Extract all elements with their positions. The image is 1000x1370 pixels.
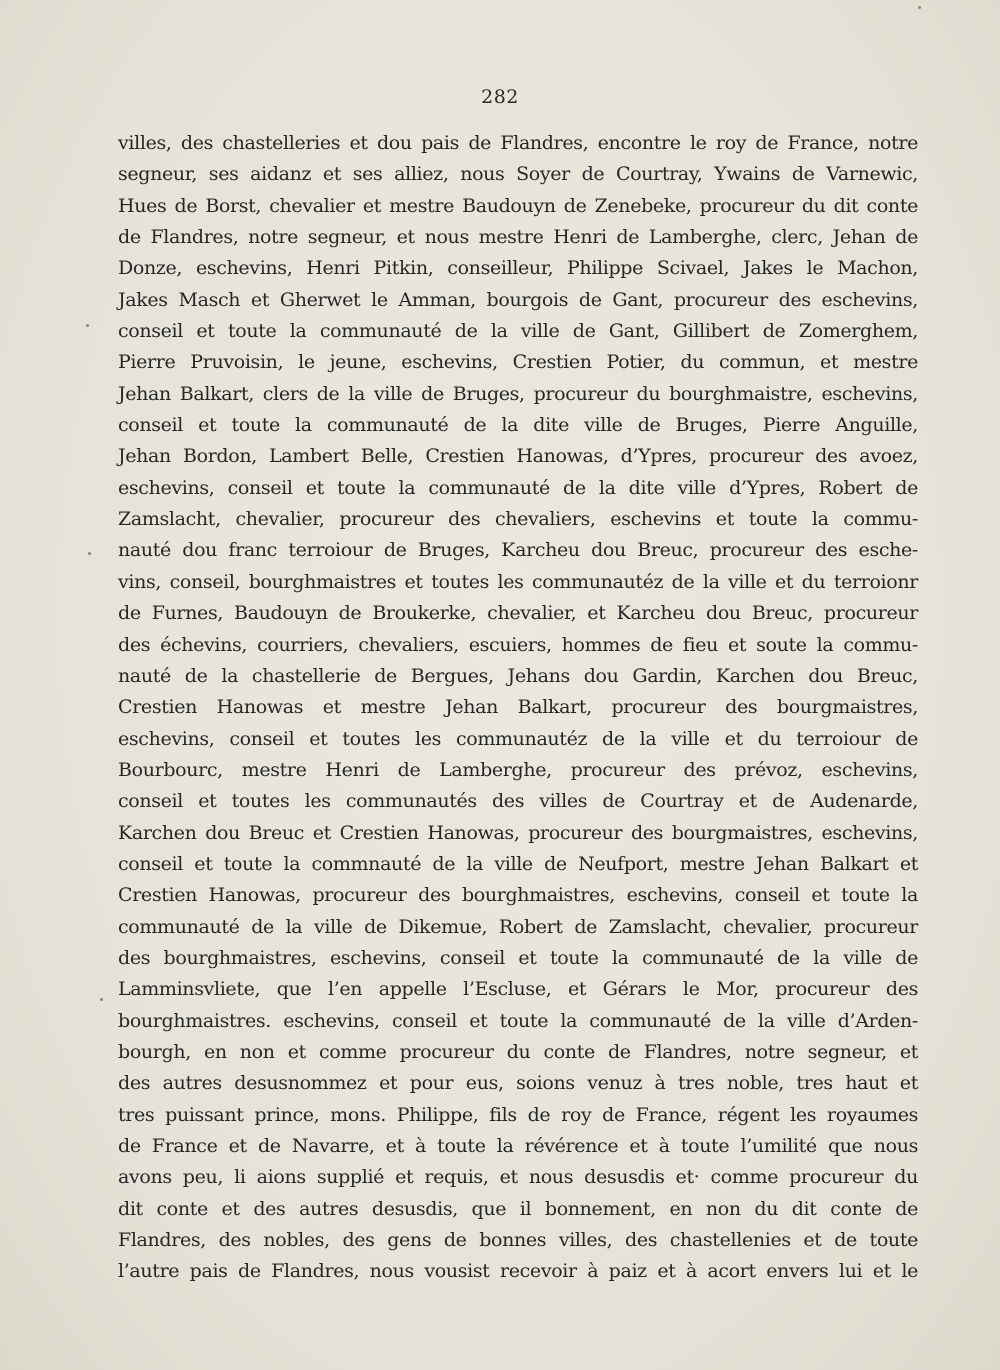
text-line: de Flandres, notre segneur, et nous mestre Henri de Lamberghe, clerc, Jehan de [118,226,918,249]
text-line: Hues de Borst, chevalier et mestre Baudouyn de Zenebeke, procureur du dit conte [118,194,918,217]
text-line: communauté de la ville de Dikemue, Robert de Zamslacht, chevalier, procureur [118,915,918,938]
paper-speck [86,324,89,327]
text-line: bourgh, en non et comme procureur du conte de Flandres, notre segneur, et [118,1040,918,1063]
text-line: des bourghmaistres, eschevins, conseil et toute la communauté de la ville de [118,946,918,969]
text-line: Donze, eschevins, Henri Pitkin, conseilleur, Philippe Scivael, Jakes le Machon, [118,257,918,280]
text-line: bourghmaistres. eschevins, conseil et toute la communauté de la ville d’Arden- [118,1009,918,1032]
text-line: de Furnes, Baudouyn de Broukerke, chevalier, et Karcheu dou Breuc, procureur [118,602,918,625]
text-line: segneur, ses aidanz et ses alliez, nous Soyer de Courtray, Ywains de Varnewic, [118,163,918,186]
text-line: Crestien Hanowas et mestre Jehan Balkart, procureur des bourgmaistres, [118,696,918,719]
text-line: nauté de la chastellerie de Bergues, Jehans dou Gardin, Karchen dou Breuc, [118,664,918,687]
body-text [118,128,918,1288]
text-line: Jehan Balkart, clers de la ville de Bruges, procureur du bourghmaistre, eschevins, [118,382,918,405]
text-line: des échevins, courriers, chevaliers, escuiers, hommes de fieu et soute la commu- [118,633,918,656]
paper-speck [88,552,91,555]
text-line: Jakes Masch et Gherwet le Amman, bourgois de Gant, procureur des eschevins, [118,288,918,311]
page-number: 282 [481,86,519,108]
text-line: l’autre pais de Flandres, nous vousist recevoir à paiz et à acort envers lui et le [118,1260,918,1283]
text-line: villes, des chastelleries et dou pais de Flandres, encontre le roy de France, notre [118,132,918,154]
text-line: dit conte et des autres desusdis, que il bonnement, en non du dit conte de [118,1197,918,1220]
paper-speck [918,6,921,9]
text-line: conseil et toutes les communautés des villes de Courtray et de Audenarde, [118,790,918,813]
text-line: conseil et toute la commnauté de la ville de Neufport, mestre Jehan Balkart et [118,852,918,875]
text-line: de France et de Navarre, et à toute la révérence et à toute l’umilité que nous [118,1135,918,1157]
text-line: Jehan Bordon, Lambert Belle, Crestien Hanowas, d’Ypres, procureur des avoez, [118,445,918,468]
text-line: eschevins, conseil et toutes les communautéz de la ville et du terroiour de [118,727,918,750]
text-line: conseil et toute la communauté de la ville de Gant, Gillibert de Zomerghem, [118,320,918,343]
text-line: Bourbourc, mestre Henri de Lamberghe, procureur des prévoz, eschevins, [118,758,918,781]
text-line: eschevins, conseil et toute la communauté de la dite ville d’Ypres, Robert de [118,476,918,499]
text-line: Crestien Hanowas, procureur des bourghmaistres, eschevins, conseil et toute la [118,884,918,907]
text-line: Zamslacht, chevalier, procureur des chevaliers, eschevins et toute la commu- [118,508,918,531]
paper-speck [100,998,103,1001]
text-line: Lamminsvliete, que l’en appelle l’Escluse, et Gérars le Mor, procureur des [118,978,918,1001]
text-line: Flandres, des nobles, des gens de bonnes villes, des chastellenies et de toute [118,1229,918,1252]
text-line: avons peu, li aions supplié et requis, et nous desusdis et· comme procureur du [118,1166,918,1189]
text-line: nauté dou franc terroiour de Bruges, Karcheu dou Breuc, procureur des esche- [118,539,918,562]
text-line: des autres desusnommez et pour eus, soions venuz à tres noble, tres haut et [118,1072,918,1095]
text-line: Karchen dou Breuc et Crestien Hanowas, procureur des bourgmaistres, eschevins, [118,821,918,844]
text-line: Pierre Pruvoisin, le jeune, eschevins, Crestien Potier, du commun, et mestre [118,351,918,374]
text-line: tres puissant prince, mons. Philippe, fils de roy de France, régent les royaumes [118,1103,918,1126]
text-line: conseil et toute la communauté de la dite ville de Bruges, Pierre Anguille, [118,414,918,437]
text-line: vins, conseil, bourghmaistres et toutes les communautéz de la ville et du terroionr [118,570,918,593]
